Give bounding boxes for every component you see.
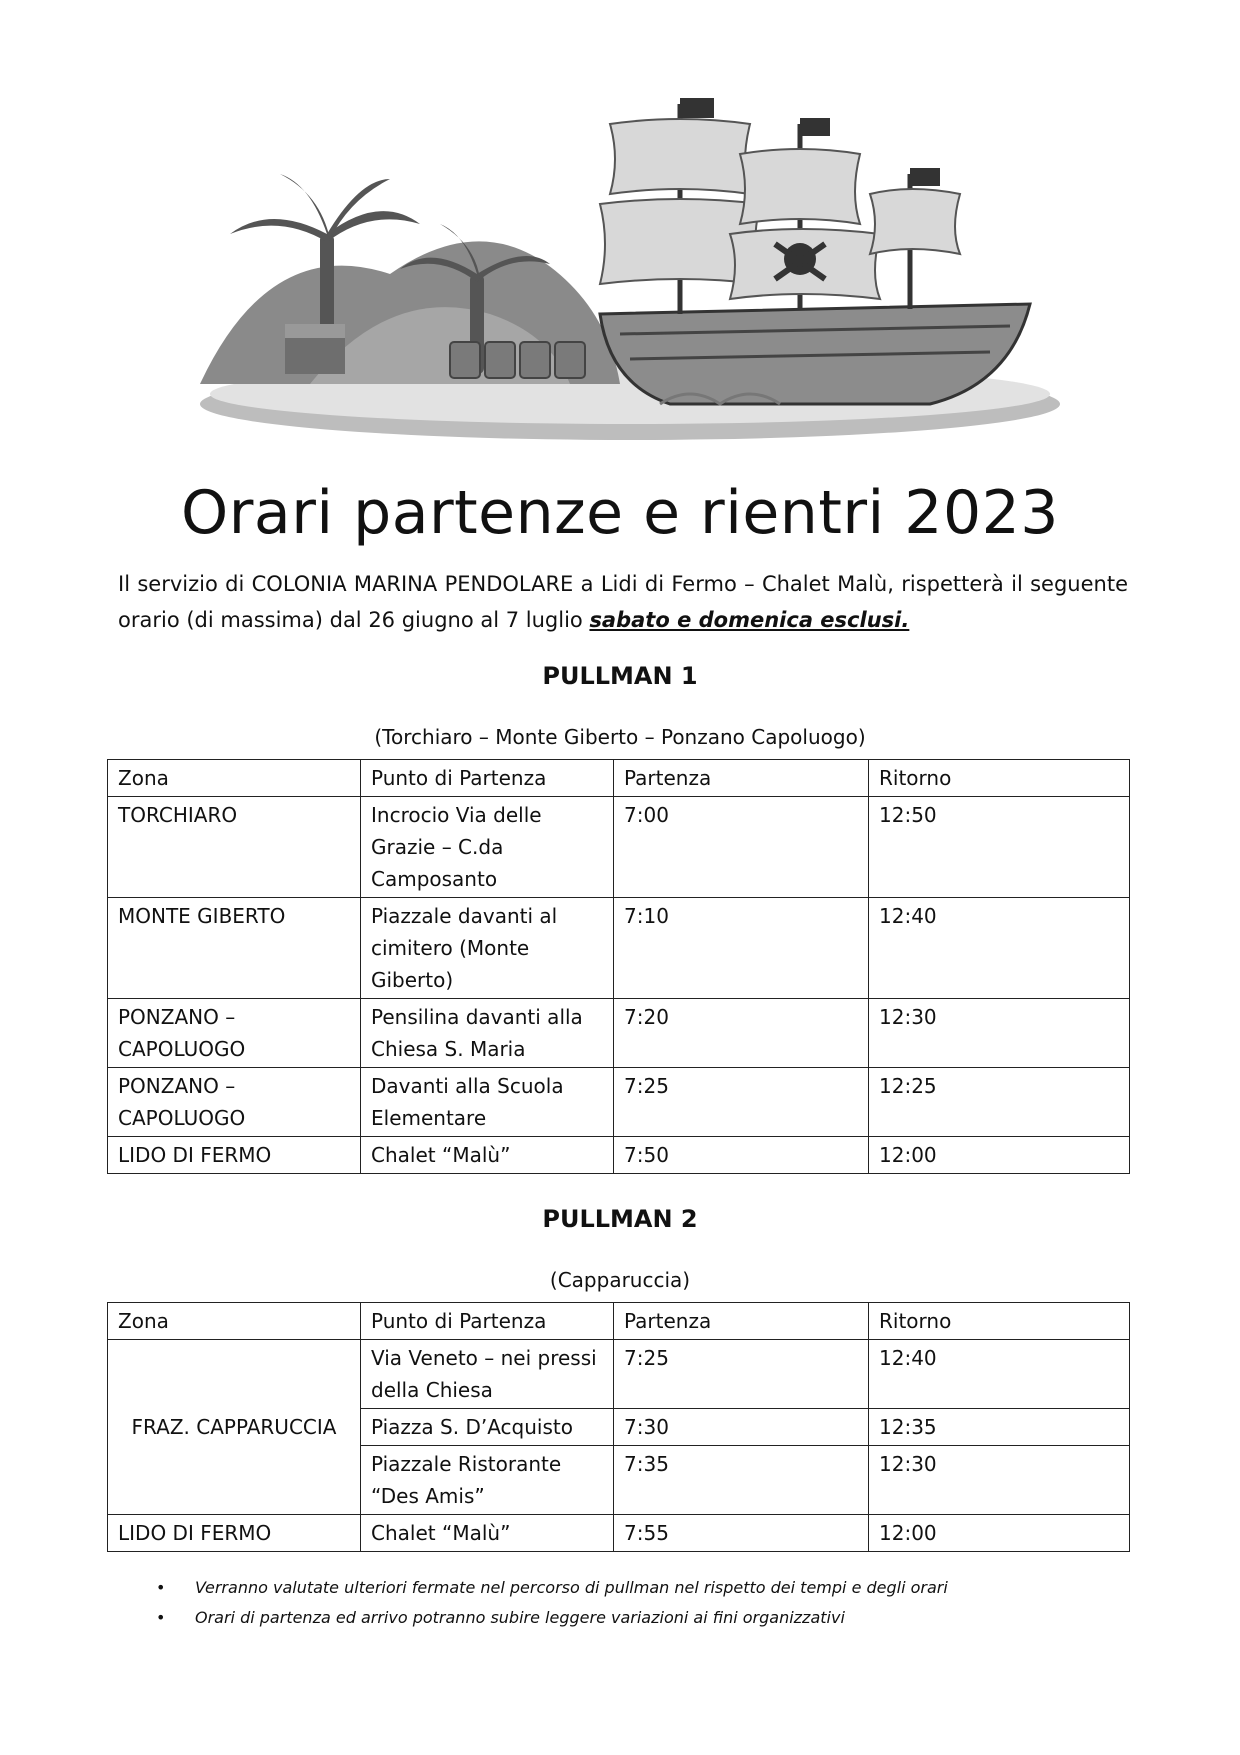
header-zona: Zona [108,760,361,797]
cell-partenza: 7:10 [614,898,869,999]
notes-list [150,1573,1110,1633]
cell-partenza: 7:00 [614,797,869,898]
pullman2-table [107,1302,1130,1552]
table-row [108,1068,1130,1137]
cell-zona: TORCHIARO [108,797,361,898]
pullman2-subtitle: (Capparuccia) [549,1268,691,1292]
cell-punto: Chalet “Malù” [361,1515,614,1552]
cell-ritorno: 12:35 [869,1409,1130,1446]
cell-ritorno: 12:25 [869,1068,1130,1137]
cell-ritorno: 12:30 [869,1446,1130,1515]
note-item: • Orari di partenza ed arrivo potranno subire leggere variazioni ai fini organizzativi [150,1603,1110,1633]
cell-zona-group: FRAZ. CAPPARUCCIA [108,1340,361,1515]
cell-partenza: 7:50 [614,1137,869,1174]
intro-paragraph [118,566,1128,638]
table-header-row [108,1303,1130,1340]
table-header-row [108,760,1130,797]
header-ritorno: Ritorno [869,1303,1130,1340]
cell-punto: Chalet “Malù” [361,1137,614,1174]
cell-partenza: 7:35 [614,1446,869,1515]
pullman1-title: PULLMAN 1 [542,662,698,690]
cell-partenza: 7:30 [614,1409,869,1446]
cell-punto: Via Veneto – nei pressi della Chiesa [361,1340,614,1409]
cell-partenza: 7:55 [614,1515,869,1552]
pirate-ship-island-illustration [190,84,1070,444]
header-ritorno: Ritorno [869,760,1130,797]
header-punto: Punto di Partenza [361,1303,614,1340]
header-zona: Zona [108,1303,361,1340]
cell-punto: Piazza S. D’Acquisto [361,1409,614,1446]
cell-ritorno: 12:00 [869,1515,1130,1552]
page-title: Orari partenze e rientri 2023 [181,478,1059,548]
table-row [108,999,1130,1068]
cell-partenza: 7:20 [614,999,869,1068]
cell-punto: Piazzale davanti al cimitero (Monte Giberto) [361,898,614,999]
pullman2-title: PULLMAN 2 [542,1205,698,1233]
pullman1-table [107,759,1130,1174]
cell-zona: MONTE GIBERTO [108,898,361,999]
cell-zona: LIDO DI FERMO [108,1137,361,1174]
header-partenza: Partenza [614,1303,869,1340]
table-row [108,898,1130,999]
intro-emphasis: sabato e domenica esclusi. [589,608,910,632]
cell-partenza: 7:25 [614,1068,869,1137]
intro-text: Il servizio di COLONIA MARINA PENDOLARE a Lidi di Fermo – Chalet Malù, rispetterà il seguente orario (di massima) dal 26 giugno al 7 luglio [118,572,1128,632]
table-row [108,1340,1130,1409]
cell-ritorno: 12:00 [869,1137,1130,1174]
cell-ritorno: 12:40 [869,1340,1130,1409]
table-row [108,1515,1130,1552]
cell-punto: Pensilina davanti alla Chiesa S. Maria [361,999,614,1068]
table-row [108,797,1130,898]
cell-ritorno: 12:40 [869,898,1130,999]
cell-punto: Piazzale Ristorante “Des Amis” [361,1446,614,1515]
cell-zona: LIDO DI FERMO [108,1515,361,1552]
pullman1-subtitle: (Torchiaro – Monte Giberto – Ponzano Capoluogo) [374,725,866,749]
cell-partenza: 7:25 [614,1340,869,1409]
table-row [108,1137,1130,1174]
cell-ritorno: 12:30 [869,999,1130,1068]
header-partenza: Partenza [614,760,869,797]
header-punto: Punto di Partenza [361,760,614,797]
cell-zona: PONZANO – CAPOLUOGO [108,999,361,1068]
note-item: • Verranno valutate ulteriori fermate nel percorso di pullman nel rispetto dei tempi e degli orari [150,1573,1110,1603]
cell-ritorno: 12:50 [869,797,1130,898]
cell-zona: PONZANO – CAPOLUOGO [108,1068,361,1137]
cell-punto: Davanti alla Scuola Elementare [361,1068,614,1137]
cell-punto: Incrocio Via delle Grazie – C.da Camposanto [361,797,614,898]
